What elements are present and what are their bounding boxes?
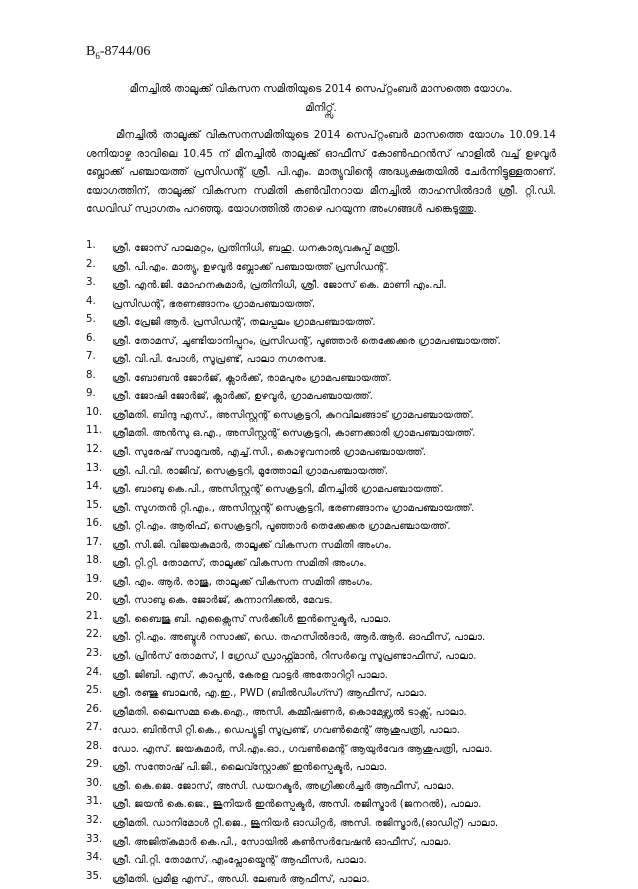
list-item-number: 17. <box>86 536 103 548</box>
list-item <box>86 667 556 686</box>
list-item-number: 29. <box>86 759 103 771</box>
list-item-number: 5. <box>86 314 96 326</box>
list-item <box>86 240 556 259</box>
list-item <box>86 759 556 778</box>
list-item <box>86 500 556 519</box>
list-item-text: ശ്രീ. പ്രേജി ആർ. പ്രസിഡന്റ്, തലപ്പലം ഗ്രാമപഞ്ചായത്ത്. <box>112 317 376 329</box>
list-item-number: 25. <box>86 685 103 697</box>
list-item-text: ശ്രീ. സി.ജി. വിജയകുമാർ, താലൂക്ക് വികസന സമിതി അംഗം. <box>112 539 392 551</box>
list-item-number: 1. <box>86 240 96 251</box>
list-item-number: 9. <box>86 388 96 400</box>
list-item-text: ശ്രീ. ബോബൻ ജോർജ്, ക്ലാർക്ക്, രാമപുരം ഗ്രാമപഞ്ചായത്ത്. <box>112 372 392 384</box>
list-item-number: 18. <box>86 555 103 567</box>
list-item-number: 19. <box>86 573 103 585</box>
list-item-text: ശ്രീ. സാബു കെ. ജോർജ്, കുന്നാനിക്കൽ, മേവട. <box>112 595 333 607</box>
list-item <box>86 425 556 444</box>
list-item-number: 14. <box>86 481 103 493</box>
list-item-number: 28. <box>86 740 103 752</box>
list-item-text: ശ്രീ. ജോഷി ജോർജ്, ക്ലാർക്ക്, ഉഴവൂർ, ഗ്രാമപഞ്ചായത്ത്. <box>112 391 374 403</box>
list-item <box>86 259 556 278</box>
list-item-number: 35. <box>86 870 103 882</box>
list-item <box>86 592 556 611</box>
list-item-text: ശ്രീമതി. ലൈസമ്മ കെ.ഐ., അസി. കമ്മീഷണർ, കൊമേഴ്സ്യൽ ടാക്സ്, പാലാ. <box>112 706 467 718</box>
list-item-number: 10. <box>86 406 103 418</box>
list-item <box>86 741 556 760</box>
list-item-text: ശ്രീ. ജോസ് പാലമറ്റം, പ്രതിനിധി, ബഹു. ധനകാര്യവകുപ്പ് മന്ത്രി. <box>112 243 401 254</box>
list-item <box>86 629 556 648</box>
file-reference-number: -8744/06 <box>99 44 151 59</box>
list-item-number: 16. <box>86 518 103 530</box>
list-item <box>86 296 556 315</box>
list-item-text: ശ്രീ. വി.റ്റി. തോമസ്, എംപ്ലോയ്മെന്റ് ആഫീസർ, പാലാ. <box>112 855 367 867</box>
list-item-number: 2. <box>86 258 96 270</box>
list-item <box>86 555 556 574</box>
list-item <box>86 518 556 537</box>
list-item-number: 23. <box>86 648 103 660</box>
list-item-number: 15. <box>86 499 103 511</box>
list-item <box>86 370 556 389</box>
list-item-number: 11. <box>86 425 103 437</box>
list-item <box>86 537 556 556</box>
list-item <box>86 463 556 482</box>
list-item-text: ശ്രീ. പി.വി. രാജീവ്, സെക്രട്ടറി, മൂത്തോലി ഗ്രാമപഞ്ചായത്ത്. <box>112 465 389 477</box>
list-item-text: ശ്രീ. സുരേഷ് സാമുവൽ, എച്ച്.സി., കൊഴുവനാൽ ഗ്രാമപഞ്ചായത്ത്. <box>112 447 427 459</box>
list-item-text: ശ്രീ. രഞ്ജു ബാലൻ, എ.ഇ., PWD (ബിൽഡിംഗ്സ്) ആഫീസ്, പാലാ. <box>112 688 427 700</box>
list-item-number: 24. <box>86 666 103 678</box>
list-item <box>86 871 556 889</box>
list-item-number: 4. <box>86 295 96 307</box>
list-item <box>86 722 556 741</box>
list-item-number: 12. <box>86 444 103 456</box>
list-item-number: 27. <box>86 722 103 734</box>
list-item <box>86 444 556 463</box>
title-line-1: മീനച്ചിൽ താലൂക്ക് വികസന സമിതിയുടെ 2014 സെപ്റ്റംബർ മാസത്തെ യോഗം. <box>129 83 513 95</box>
list-item-text: ശ്രീ. റ്റി.എം. അബ്ദുൾ റസാക്ക്, ഡെ. തഹസിൽദാർ, ആർ.ആർ. ഓഫീസ്, പാലാ. <box>112 632 486 644</box>
list-item-text: ശ്രീ. വി.പി. പോൾ, സൂപ്രണ്ട്, പാലാ നഗരസഭ. <box>112 354 327 366</box>
list-item-text: ശ്രീ. തോമസ്, ചൂണ്ടിയാനിപ്പുറം, പ്രസിഡന്റ്, പൂഞ്ഞാർ തെക്കേക്കര ഗ്രാമപഞ്ചായത്ത്. <box>112 335 501 347</box>
file-reference-prefix: B <box>86 44 96 59</box>
list-item <box>86 815 556 834</box>
list-item-text: പ്രസിഡന്റ്, ഭരണങ്ങാനം ഗ്രാമപഞ്ചായത്ത്. <box>112 298 316 310</box>
list-item-number: 7. <box>86 351 96 363</box>
list-item <box>86 351 556 370</box>
title-line-2: മിനിറ്റ്സ്. <box>305 102 337 114</box>
list-item-text: ശ്രീ. ബൈജു ബി. എക്സൈസ് സർക്കിൾ ഇൻസ്പെക്ടർ, പാലാ. <box>112 613 392 625</box>
list-item <box>86 704 556 723</box>
list-item-text: ഡോ. എസ്. ജയകുമാർ, സി.എം.ഓ., ഗവൺമെന്റ് ആയുർവേദ ആശുപത്രി, പാലാ. <box>112 743 493 755</box>
list-item-text: ശ്രീ. സന്തോഷ് പി.ജി., ലൈവ്സ്റ്റോക്ക് ഇൻസ്പെക്ടർ, പാലാ. <box>112 762 388 774</box>
list-item <box>86 314 556 333</box>
list-item-number: 30. <box>86 777 103 789</box>
list-item-text: ശ്രീമതി. ഡാനിമോൾ റ്റി.ജെ., ജൂനിയർ ഓഡിറ്റർ, അസി. രജിസ്ട്രാർ,(ഓഡിറ്റ്) പാലാ. <box>112 817 499 829</box>
list-item-text: ശ്രീ. റ്റി.റ്റി. തോമസ്, താലൂക്ക് വികസന സമിതി അംഗം. <box>112 558 367 570</box>
list-item-text: ശ്രീ. ജയൻ കെ.ജെ., ജൂനിയർ ഇൻസ്പെക്ടർ, അസി. രജിസ്ട്രാർ (ജനറൽ), പാലാ. <box>112 799 482 811</box>
list-item-text: ശ്രീ. ബാബു കെ.പി., അസിസ്റ്റന്റ് സെക്രട്ടറി, മീനച്ചിൽ ഗ്രാമപഞ്ചായത്ത്. <box>112 484 444 496</box>
list-item <box>86 796 556 815</box>
list-item <box>86 574 556 593</box>
list-item-text: ശ്രീ. റ്റി.എം. ആരിഫ്, സെക്രട്ടറി, പൂഞ്ഞാർ തെക്കേക്കര ഗ്രാമപഞ്ചായത്ത്. <box>112 521 451 533</box>
list-item-number: 31. <box>86 796 103 808</box>
list-item-text: ശ്രീ. ജിബി. എസ്. കാപ്പൻ, കേരള വാട്ടർ അതോറിറ്റി പാലാ. <box>112 669 388 681</box>
list-item-number: 22. <box>86 629 103 641</box>
list-item <box>86 333 556 352</box>
list-item-text: ശ്രീ. എൻ.ജി. മോഹനകുമാർ, പ്രതിനിധി, ശ്രീ. ജോസ് കെ. മാണി എം.പി. <box>112 280 447 292</box>
list-item-text: ശ്രീ. കെ.ജെ. ജോസ്, അസി. ഡയറക്ടർ, അഗ്രിക്കൾച്ചർ ആഫീസ്, പാലാ. <box>112 780 455 792</box>
list-item <box>86 834 556 853</box>
list-item-number: 33. <box>86 833 103 845</box>
file-reference <box>86 44 150 61</box>
list-item <box>86 277 556 296</box>
file-reference-subscript: 6 <box>95 50 100 61</box>
list-item-text: ശ്രീമതി. അൻസു ഒ.എ., അസിസ്റ്റന്റ് സെക്രട്ടറി, കാണക്കാരി ഗ്രാമപഞ്ചായത്ത്. <box>112 428 476 440</box>
list-item-text: ശ്രീ. എം. ആർ. രാജു, താലൂക്ക് വികസന സമിതി അംഗം. <box>112 576 373 588</box>
list-item-text: ഡോ. ബിൻസി റ്റി.കെ., ഡെപ്യൂട്ടി സൂപ്രണ്ട്, ഗവൺമെന്റ് ആശുപത്രി, പാലാ. <box>112 725 460 737</box>
list-item-number: 13. <box>86 462 103 474</box>
list-item-number: 6. <box>86 332 96 344</box>
list-item <box>86 407 556 426</box>
intro-paragraph: മീനച്ചിൽ താലൂക്ക് വികസനസമിതിയുടെ 2014 സെപ്റ്റംബർ മാസത്തെ യോഗം 10.09.14 ശനിയാഴ്ച രാവിലെ 10.45 ന് മീനച്ചിൽ താലൂക്ക് ഓഫീസ് കോൺഫറൻസ് ഹാളിൽ വച്ച് ഉഴവൂർ ബ്ലോക്ക് പഞ്ചായത്ത് പ്രസിഡന്റ് ശ്രീ. പി.എം. മാത്യുവിന്റെ അദ്ധ്യക്ഷതയിൽ ചേർന്നിട്ടുള്ളതാണ്. യോഗത്തിന്, താലൂക്ക് വികസന സമിതി കൺവീനറായ മീനച്ചിൽ താഹസിൽദാർ ശ്രീ. റ്റി.ഡി. ഡേവിഡ് സ്വാഗതം പറഞ്ഞു. യോഗത്തിൽ താഴെ പറയുന്ന അംഗങ്ങൾ പങ്കെടുത്തു. <box>86 129 556 216</box>
list-item-number: 21. <box>86 610 103 622</box>
list-item <box>86 685 556 704</box>
list-item <box>86 611 556 630</box>
list-item-number: 3. <box>86 277 96 289</box>
list-item-number: 32. <box>86 814 103 826</box>
document-title <box>86 80 556 118</box>
list-item-number: 20. <box>86 592 103 604</box>
list-item <box>86 778 556 797</box>
list-item-text: ശ്രീ. സുഗതൻ റ്റി.എം., അസിസ്റ്റന്റ് സെക്രട്ടറി, ഭരണങ്ങാനം ഗ്രാമപഞ്ചായത്ത്. <box>112 502 475 514</box>
list-item-text: ശ്രീമതി. ബിന്ദു എസ്., അസിസ്റ്റന്റ് സെക്രട്ടറി, കുറവിലങ്ങാട് ഗ്രാമപഞ്ചായത്ത്. <box>112 409 474 421</box>
list-item-text: ശ്രീമതി. പ്രമീള എസ്., അഡി. ലേബർ ആഫീസ്, പാലാ. <box>112 873 370 885</box>
list-item <box>86 852 556 871</box>
list-item <box>86 481 556 500</box>
list-item-number: 8. <box>86 369 96 381</box>
list-item <box>86 388 556 407</box>
list-item-text: ശ്രീ. പി.എം. മാത്യു, ഉഴവൂർ ബ്ലോക്ക് പഞ്ചായത്ത് പ്രസിഡന്റ്. <box>112 261 389 273</box>
list-item-number: 26. <box>86 703 103 715</box>
list-item-text: ശ്രീ. പ്രിൻസ് തോമസ്, I ഗ്രേഡ് ഡ്രാഫ്റ്റ്മാൻ, റീസർവ്വെ സൂപ്രണ്ടാഫീസ്, പാലാ. <box>112 651 477 663</box>
list-item-number: 34. <box>86 852 103 864</box>
attendee-list <box>86 240 556 889</box>
list-item <box>86 648 556 667</box>
list-item-text: ശ്രീ. അജിത്കുമാർ കെ.പി., സോയിൽ കൺസർവേഷൻ ഓഫീസ്, പാലാ. <box>112 836 452 848</box>
